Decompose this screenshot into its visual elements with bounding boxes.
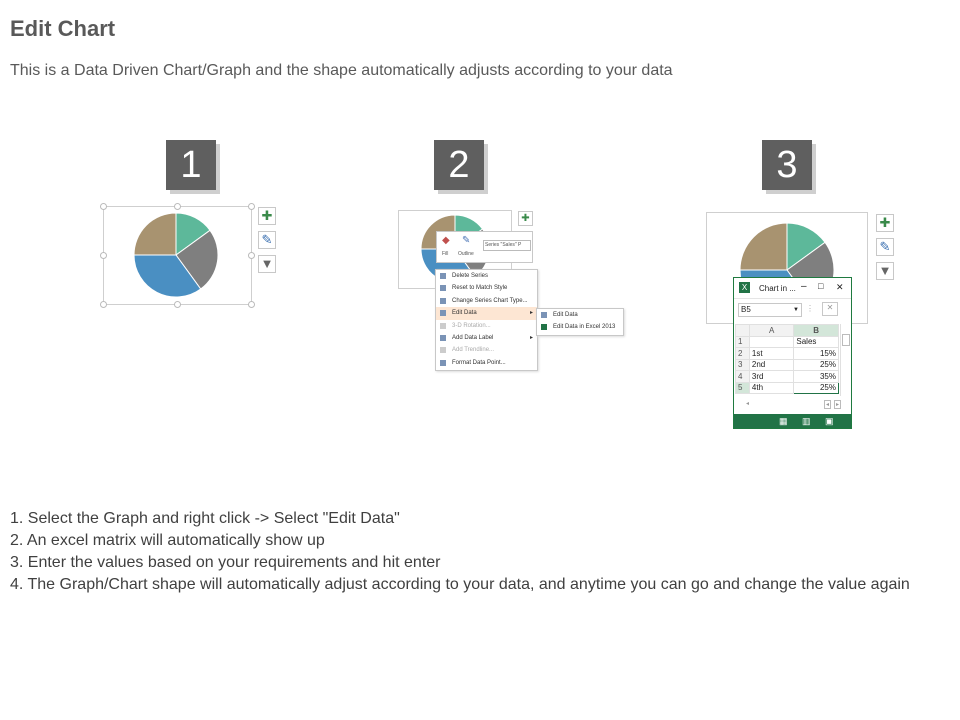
cell[interactable] xyxy=(749,336,793,348)
excel-window-title: Chart in ... xyxy=(759,284,796,293)
plus-icon: ✚ xyxy=(261,208,273,223)
more-icon: ⋮ xyxy=(806,304,814,313)
maximize-icon[interactable]: □ xyxy=(818,281,824,291)
menu-item-icon xyxy=(440,347,446,353)
chart-elements-button[interactable] xyxy=(258,207,276,225)
menu-item-icon xyxy=(440,310,446,316)
brush-icon: ✎ xyxy=(879,239,891,254)
cell[interactable]: 25% xyxy=(794,359,839,371)
cell[interactable]: 35% xyxy=(794,371,839,383)
chart-styles-button[interactable] xyxy=(876,238,894,256)
cell[interactable]: 15% xyxy=(794,348,839,360)
cell[interactable]: 3rd xyxy=(749,371,793,383)
pie-slice-4th[interactable] xyxy=(134,213,176,255)
row-number[interactable]: 4 xyxy=(736,371,750,383)
cell[interactable]: Sales xyxy=(794,336,839,348)
context-menu-item[interactable]: Reset to Match Style xyxy=(436,282,537,294)
step-1: 1. Select the Graph and right click -> Select "Edit Data" xyxy=(10,510,400,527)
pie-slice-4th[interactable] xyxy=(740,223,787,270)
filter-icon: ▼ xyxy=(260,256,274,271)
plus-icon: ✚ xyxy=(879,215,891,230)
outline-label: Outline xyxy=(458,251,474,257)
resize-handle[interactable] xyxy=(174,203,181,210)
minimize-icon[interactable]: – xyxy=(801,281,807,292)
step-3: 3. Enter the values based on your requirements and hit enter xyxy=(10,554,441,571)
context-menu-item[interactable]: Add Data Label ▸ xyxy=(436,332,537,344)
row-number[interactable]: 2 xyxy=(736,348,750,360)
cell[interactable]: 1st xyxy=(749,348,793,360)
chart-elements-button[interactable] xyxy=(518,211,533,226)
step-2: 2. An excel matrix will automatically show up xyxy=(10,532,325,549)
resize-handle[interactable] xyxy=(100,301,107,308)
row-number[interactable]: 3 xyxy=(736,359,750,371)
vertical-scrollbar[interactable] xyxy=(840,324,849,396)
series-selector[interactable]: Series "Sales" P xyxy=(483,240,531,251)
name-box[interactable]: B5 ▼ xyxy=(738,303,802,317)
context-menu-item[interactable]: Edit Data ▸ xyxy=(436,307,537,319)
resize-handle[interactable] xyxy=(174,301,181,308)
page-title: Edit Chart xyxy=(10,16,116,41)
cell[interactable]: 4th xyxy=(749,382,793,394)
resize-handle[interactable] xyxy=(248,252,255,259)
row-number[interactable]: 5 xyxy=(736,382,750,394)
cancel-entry-icon[interactable]: ✕ xyxy=(822,302,838,316)
step-badge-2: 2 xyxy=(434,140,484,190)
step-badge-1: 1 xyxy=(166,140,216,190)
resize-handle[interactable] xyxy=(248,301,255,308)
context-menu-item[interactable]: Format Data Point... xyxy=(436,357,537,369)
menu-item-icon xyxy=(440,285,446,291)
selected-cell[interactable]: 25% xyxy=(794,382,839,394)
step-badge-3: 3 xyxy=(762,140,812,190)
context-menu-item[interactable]: Change Series Chart Type... xyxy=(436,295,537,307)
resize-handle[interactable] xyxy=(100,203,107,210)
menu-item-icon xyxy=(440,335,446,341)
edit-data-submenu xyxy=(536,308,624,336)
excel-icon xyxy=(541,324,547,330)
pie-chart-1[interactable] xyxy=(131,210,221,300)
normal-view-icon[interactable]: ▦ xyxy=(779,416,788,426)
submenu-item-edit-data-excel[interactable]: Edit Data in Excel 2013 xyxy=(537,321,623,333)
plus-icon: ✚ xyxy=(521,213,530,224)
row-number[interactable]: 1 xyxy=(736,336,750,348)
instructions xyxy=(10,508,940,596)
fill-button[interactable] xyxy=(442,235,456,247)
spreadsheet-grid xyxy=(735,324,839,394)
chart-filters-button[interactable] xyxy=(258,255,276,273)
fill-label: Fill xyxy=(442,251,449,257)
column-header-b[interactable]: B xyxy=(794,325,839,337)
brush-icon: ✎ xyxy=(261,232,273,247)
filter-icon: ▼ xyxy=(878,263,892,278)
context-menu-item: 3-D Rotation... xyxy=(436,320,537,332)
excel-statusbar xyxy=(734,414,851,428)
chart-elements-button[interactable] xyxy=(876,214,894,232)
excel-titlebar xyxy=(734,278,851,299)
scroll-left-icon[interactable]: ◂ xyxy=(826,402,830,408)
scroll-right-icon[interactable]: ▸ xyxy=(836,402,840,408)
close-icon[interactable]: ✕ xyxy=(836,282,844,292)
cell[interactable]: 2nd xyxy=(749,359,793,371)
resize-handle[interactable] xyxy=(248,203,255,210)
format-mini-toolbar xyxy=(436,231,533,263)
context-menu xyxy=(435,269,538,371)
menu-item-icon xyxy=(440,323,446,329)
table-icon xyxy=(541,312,547,318)
pen-icon: ✎ xyxy=(462,235,471,246)
resize-handle[interactable] xyxy=(100,252,107,259)
chart-filters-button[interactable] xyxy=(876,262,894,280)
page-layout-icon[interactable]: ▥ xyxy=(802,416,811,426)
context-menu-item: Add Trendline... xyxy=(436,344,537,356)
scrollbar-thumb[interactable] xyxy=(842,334,850,346)
excel-window xyxy=(733,277,852,429)
prev-sheet-icon[interactable]: ◂ xyxy=(746,401,750,407)
page-subtitle: This is a Data Driven Chart/Graph and the shape automatically adjusts according to your data xyxy=(10,62,673,79)
column-header-a[interactable]: A xyxy=(749,325,793,337)
page-break-icon[interactable]: ▣ xyxy=(825,416,834,426)
chart-styles-button[interactable] xyxy=(258,231,276,249)
menu-item-icon xyxy=(440,273,446,279)
step-4: 4. The Graph/Chart shape will automatically adjust according to your data, and anytime you can go and change the value again xyxy=(10,576,910,593)
submenu-item-edit-data[interactable]: Edit Data xyxy=(537,309,623,321)
submenu-arrow-icon: ▸ xyxy=(529,334,533,341)
chevron-down-icon: ▼ xyxy=(793,307,799,313)
excel-icon: X xyxy=(739,282,750,293)
outline-button[interactable] xyxy=(462,235,476,247)
context-menu-item[interactable]: Delete Series xyxy=(436,270,537,282)
paint-bucket-icon: ◆ xyxy=(442,235,450,246)
menu-item-icon xyxy=(440,298,446,304)
sheet-nav xyxy=(746,400,846,409)
menu-item-icon xyxy=(440,360,446,366)
submenu-arrow-icon: ▸ xyxy=(529,310,533,317)
